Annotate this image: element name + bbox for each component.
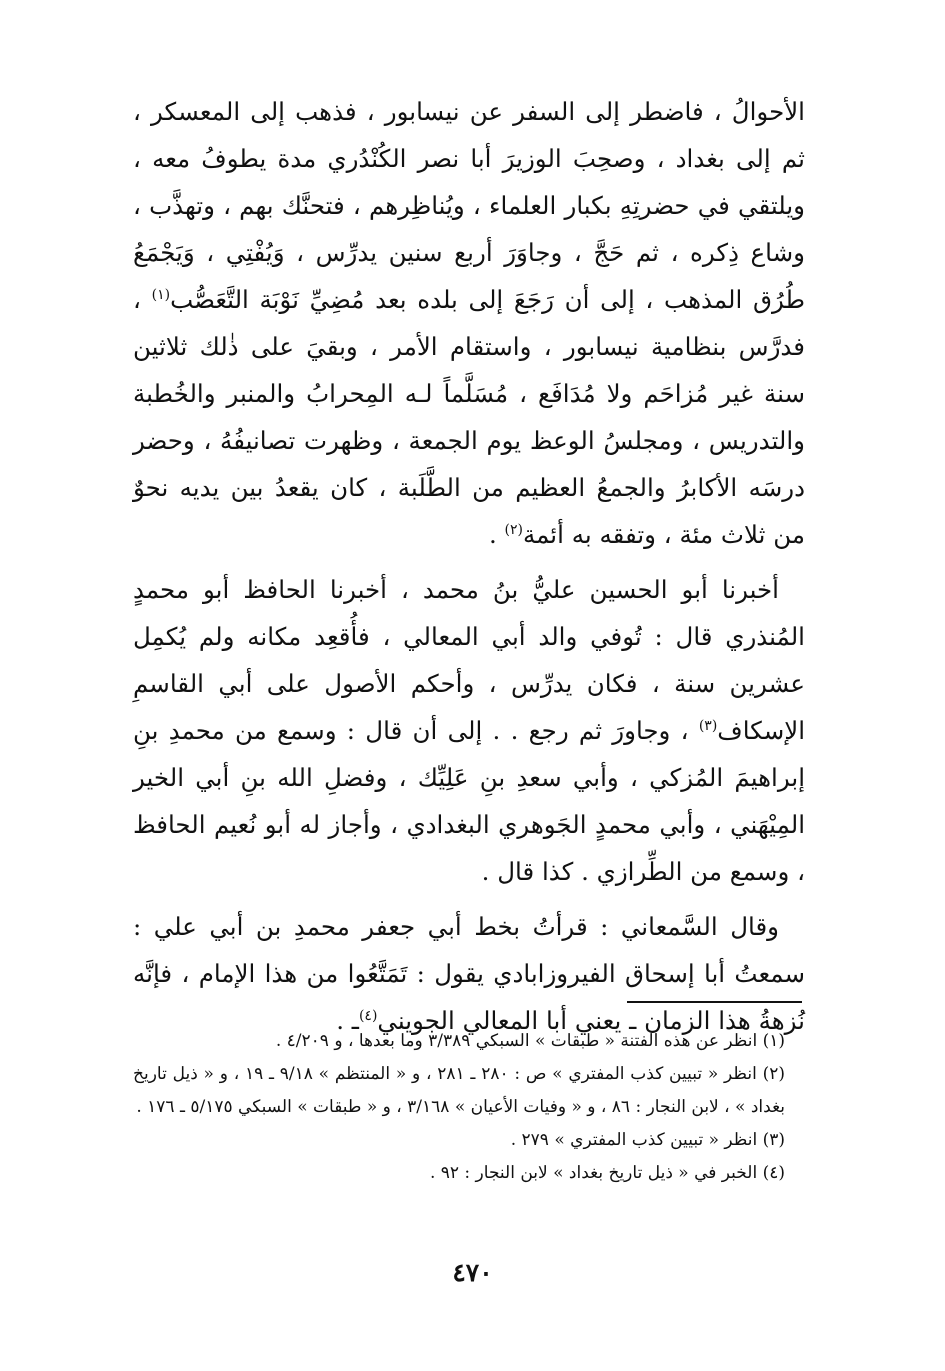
text-run: ـ .: [336, 1006, 359, 1035]
paragraph-3: [133, 903, 805, 1044]
footnote-1: (١) انظر عن هذه الفتنة « طبقات » السبكي ٣/٣٨٩ وما بعدها ، و ٤/٢٠٩ .: [275, 1031, 785, 1051]
text-run: أخبرنا أبو الحسين عليُّ بنُ محمد ، أخبرنا الحافظ أبو محمدٍ المُنذري قال : تُوفي والد أبي المعالي ، فأُقعِد مكانه ولم يُكمِل عشرين سنة ، فكان يدرِّس ، وأحكم الأصول على أبي القاسمِ الإسكاف: [133, 575, 805, 745]
text-run: وقال السَّمعاني : قرأتُ بخط أبي جعفر محمدِ بن أبي علي : سمعتُ أبا إسحاق الفيروزابادي يقول : تَمَتَّعُوا من هذا الإمام ، فإنَّه نُزهةُ هذا الزمان ـ يعني أبا المعالي الجويني: [133, 912, 805, 1035]
footnote-2: (٢) انظر « تبيين كذب المفتري » ص : ٢٨٠ ـ ٢٨١ ، و « المنتظم » ٩/١٨ ـ ١٩ ، و « ذيل تاريخ بغداد » ، لابن النجار : ٨٦ ، و « وفيات الأعيان » ٣/١٦٨ ، و « طبقات » السبكي ٥/١٧٥ ـ ١٧٦ .: [133, 1064, 786, 1117]
footnote-separator: [627, 1001, 802, 1003]
text-run: ، وجاورَ ثم رجع . . إلى أن قال : وسمع من محمدِ بنِ إبراهيمَ المُزكي ، وأبي سعدِ بنِ عَلِيِّك ، وفضلِ الله بنِ أبي الخير المِيْهَني ، وأبي محمدٍ الجَوهري البغدادي ، وأجاز له أبو نُعيم الحافظ ، وسمع من الطِّرازي . كذا قال .: [133, 716, 805, 886]
paragraph-2: [133, 566, 805, 895]
paragraph-1: [133, 88, 805, 558]
footnote-ref-4: (٤): [358, 1007, 378, 1024]
footnote-ref-1: (١): [151, 286, 171, 303]
text-run: الأحوالُ ، فاضطر إلى السفر عن نيسابور ، فذهب إلى المعسكر ، ثم إلى بغداد ، وصحِبَ الوزيرَ أبا نصر الكُنْدُري مدة يطوفُ معه ، ويلتقي في حضرتِهِ بكبار العلماء ، ويُناظِرهم ، فتحنَّك بهم ، وتهذَّب ، وشاع ذِكره ، ثم حَجَّ ، وجاوَرَ أربع سنين يدرِّس ، وَيُفْتِي ، وَيَجْمَعُ طُرُق المذهب ، إلى أن رَجَعَ إلى بلده بعد مُضِيِّ نَوْبَة التَّعَصُّب: [133, 97, 805, 314]
footnote-ref-2: (٢): [504, 521, 523, 538]
footnote-4: (٤) الخبر في « ذيل تاريخ بغداد » لابن النجار : ٩٢ .: [429, 1163, 785, 1183]
footnotes: [133, 1025, 805, 1190]
page-number: ٤٧٠: [452, 1258, 493, 1287]
text-run: .: [488, 520, 505, 549]
main-text: [133, 88, 805, 1052]
footnote-ref-3: (٣): [698, 717, 718, 734]
footnote-3: (٣) انظر « تبيين كذب المفتري » ٢٧٩ .: [510, 1130, 785, 1150]
text-run: ، فدرَّس بنظامية نيسابور ، واستقام الأمر ، وبقيَ على ذٰلك ثلاثين سنة غير مُزاحَم ولا مُدَافَع ، مُسَلَّماً لـه المِحرابُ والمنبر والخُطبة والتدريس ، ومجلسُ الوعظ يوم الجمعة ، وظهرت تصانيفُهُ ، وحضر درسَه الأكابرُ والجمعُ العظيم من الطَّلَبة ، كان يقعدُ بين يديه نحوٌ من ثلاث مئة ، وتفقه به أئمة: [133, 285, 805, 549]
